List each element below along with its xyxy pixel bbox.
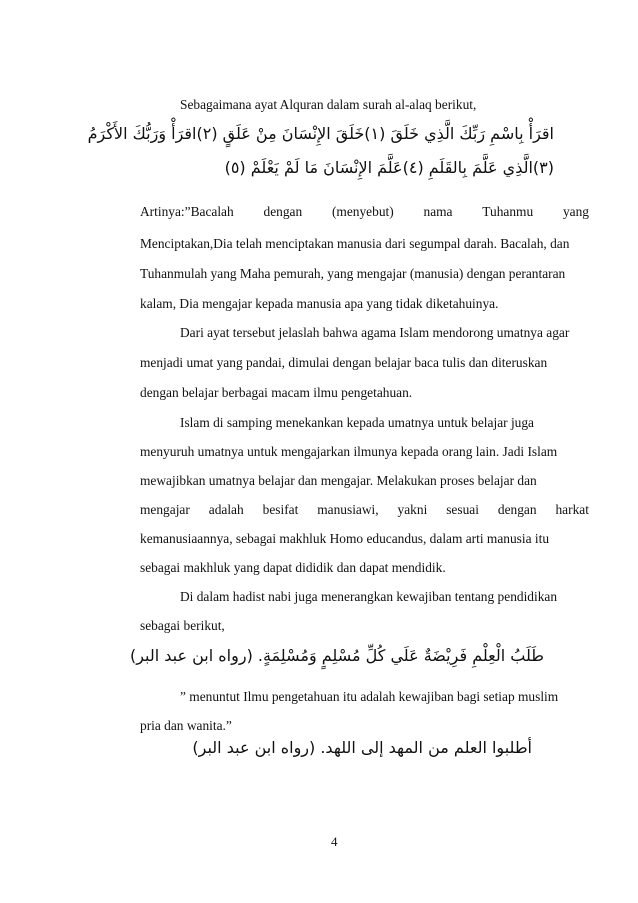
translation-line-1: [140, 203, 589, 221]
paragraph-3-line-3: mewajibkan umatnya belajar dan mengajar. Melakukan proses belajar dan: [140, 473, 537, 488]
paragraph-2-line-2: menjadi umat yang pandai, dimulai dengan belajar baca tulis dan diteruskan: [140, 355, 548, 370]
arabic-hadith-2: أطلبوا العلم من المهد إلى اللهد. (رواه ابن عبد البر): [192, 738, 532, 757]
paragraph-word: mengajar: [140, 502, 190, 517]
translation-word: yang: [562, 204, 589, 219]
paragraph-word: sesuai: [446, 502, 479, 517]
paragraph-4-line-1: Di dalam hadist nabi juga menerangkan kewajiban tentang pendidikan: [180, 589, 558, 604]
translation-line-3: Tuhanmulah yang Maha pemurah, yang mengajar (manusia) dengan perantaran: [140, 266, 566, 281]
paragraph-3-line-1: Islam di samping menekankan kepada umatnya untuk belajar juga: [180, 415, 534, 430]
paragraph-word: yakni: [397, 502, 428, 517]
arabic-quran-line-2: (٣)الَّذِي عَلَّمَ بِالقَلَمِ (٤)عَلَّمَ الإِنْسَانَ مَا لَمْ يَعْلَمْ (٥): [224, 158, 554, 177]
intro-line: Sebagaimana ayat Alquran dalam surah al-alaq berikut,: [180, 97, 477, 112]
arabic-quran-line-1: اقرَأْ بِاسْمِ رَبِّكَ الَّذِي خَلَقَ (١)خَلَقَ الإِنْسَانَ مِنْ عَلَقٍ (٢)اقرَأْ وَرَبُّكَ الأَكْرَمُ: [87, 124, 554, 143]
paragraph-3-line-5: kemanusiaannya, sebagai makhluk Homo educandus, dalam arti manusia itu: [140, 531, 550, 546]
hadith-translation-line-2: pria dan wanita.”: [140, 718, 232, 733]
paragraph-word: harkat: [555, 502, 589, 517]
page-number: 4: [331, 834, 338, 849]
paragraph-2-line-1: Dari ayat tersebut jelaslah bahwa agama Islam mendorong umatnya agar: [180, 325, 570, 340]
translation-word: Artinya:”Bacalah: [140, 204, 234, 219]
translation-word: (menyebut): [331, 204, 394, 219]
hadith-translation-line-1: ” menuntut Ilmu pengetahuan itu adalah kewajiban bagi setiap muslim: [180, 689, 559, 704]
translation-word: nama: [423, 204, 453, 219]
translation-word: Tuhanmu: [482, 204, 534, 219]
paragraph-3-line-4: [140, 501, 589, 519]
paragraph-3-line-6: sebagai makhluk yang dapat dididik dan dapat mendidik.: [140, 560, 446, 575]
paragraph-word: dengan: [497, 502, 537, 517]
paragraph-word: besifat: [262, 502, 299, 517]
arabic-hadith-1: طَلَبُ الْعِلْمِ فَرِيْضَةٌ عَلَي كُلِّ مُسْلِمٍ وَمُسْلِمَةٍ. (رواه ابن عبد البر): [129, 646, 544, 665]
translation-line-4: kalam, Dia mengajar kepada manusia apa yang tidak diketahuinya.: [140, 296, 499, 311]
paragraph-2-line-3: dengan belajar berbagai macam ilmu pengetahuan.: [140, 385, 413, 400]
paragraph-4-line-2: sebagai berikut,: [140, 618, 225, 633]
translation-word: dengan: [263, 204, 303, 219]
translation-line-2: Menciptakan,Dia telah menciptakan manusia dari segumpal darah. Bacalah, dan: [140, 236, 570, 251]
paragraph-word: manusiawi,: [317, 502, 379, 517]
paragraph-word: adalah: [208, 502, 244, 517]
paragraph-3-line-2: menyuruh umatnya untuk mengajarkan ilmunya kepada orang lain. Jadi Islam: [140, 444, 558, 459]
